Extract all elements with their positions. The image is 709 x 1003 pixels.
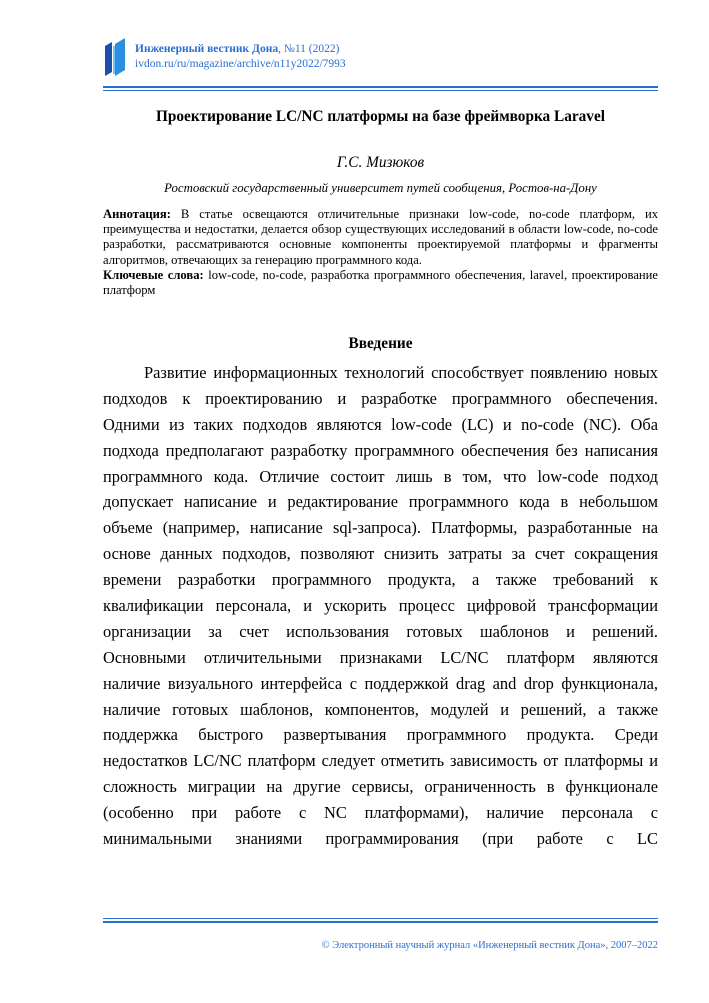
body-line: подходов к проектированию и разработке программного обеспечения. <box>103 388 658 408</box>
body-line: Основными отличительными признаками LC/NC платформ являются <box>103 647 658 667</box>
body-line: (особенно при работе с NC платформами), наличие персонала с <box>103 803 658 823</box>
body-line: допускает написание и редактирование программного кода в небольшом <box>103 492 658 512</box>
body-line: наличие визуального интерфейса с поддержкой drag and drop функционала, <box>103 673 658 693</box>
body-line: объеме (например, написание sql-запроса). Платформы, разработанные на <box>103 518 658 538</box>
abstract-paragraph <box>103 207 658 268</box>
journal-name: Инженерный вестник Дона <box>135 43 279 55</box>
body-line: квалификации персонала, и ускорить процесс цифровой трансформации <box>103 596 658 616</box>
body-line: программного кода. Отличие состоит лишь в том, что low-code подход <box>103 466 658 486</box>
body-line: сложность миграции на другие сервисы, ограниченность в функционале <box>103 777 658 797</box>
body-line: подхода предполагают разработку программного обеспечения без написания <box>103 440 658 460</box>
footer-rule-thin <box>103 918 658 919</box>
footer-copyright: © Электронный научный журнал «Инженерный вестник Дона», 2007–2022 <box>321 940 658 951</box>
article-title: Проектирование LC/NC платформы на базе фреймворка Laravel <box>156 108 605 125</box>
header-rule-thin <box>103 90 658 91</box>
body-line: недостатков LC/NC платформ следует отметить зависимость от платформы и <box>103 751 658 771</box>
body-line: основе данных подходов, позволяют снизить затраты за счет сокращения <box>103 544 658 564</box>
body-line: организации за счет использования готовых шаблонов и решений. <box>103 621 658 641</box>
journal-logo-icon <box>104 36 126 76</box>
journal-issue: , №11 (2022) <box>278 43 340 55</box>
abstract-text: В статье освещаются отличительные признаки low-code, no-code платформ, их преимущества и недостатки, делается обзор существующих исследований в области low-code, no-code разработки, рассматриваются основные компоненты проектируемой платформы и фрагменты алгоритмов, отвечающих за генерацию программного кода. <box>103 207 658 267</box>
body-line: наличие готовых шаблонов, компонентов, модулей и решений, а также <box>103 699 658 719</box>
body-line: времени разработки программного продукта, а также требований к <box>103 570 658 590</box>
body-line: поддержка быстрого развертывания программного продукта. Среди <box>103 725 658 745</box>
body-paragraph <box>103 360 658 852</box>
article-author: Г.С. Мизюков <box>336 154 425 171</box>
keywords-paragraph <box>103 268 658 298</box>
abstract-label: Аннотация: <box>103 207 171 221</box>
keywords-text: low-code, no-code, разработка программного обеспечения, laravel, проектирование платформ <box>103 267 658 298</box>
body-line: Одними из таких подходов являются low-code (LC) и no-code (NC). Оба <box>103 414 658 434</box>
keywords-label: Ключевые слова: <box>103 267 204 282</box>
body-line: минимальными знаниями программирования (при работе с LC <box>103 829 658 849</box>
header-rule <box>103 86 658 88</box>
author-affiliation: Ростовский государственный университет путей сообщения, Ростов-на-Дону <box>164 181 597 195</box>
section-heading: Введение <box>348 335 413 352</box>
body-line: Развитие информационных технологий способствует появлению новых <box>144 363 658 382</box>
footer-rule <box>103 921 658 923</box>
journal-header <box>135 42 346 72</box>
journal-url[interactable]: ivdon.ru/ru/magazine/archive/n11y2022/7993 <box>135 58 346 70</box>
abstract-block <box>103 207 658 298</box>
